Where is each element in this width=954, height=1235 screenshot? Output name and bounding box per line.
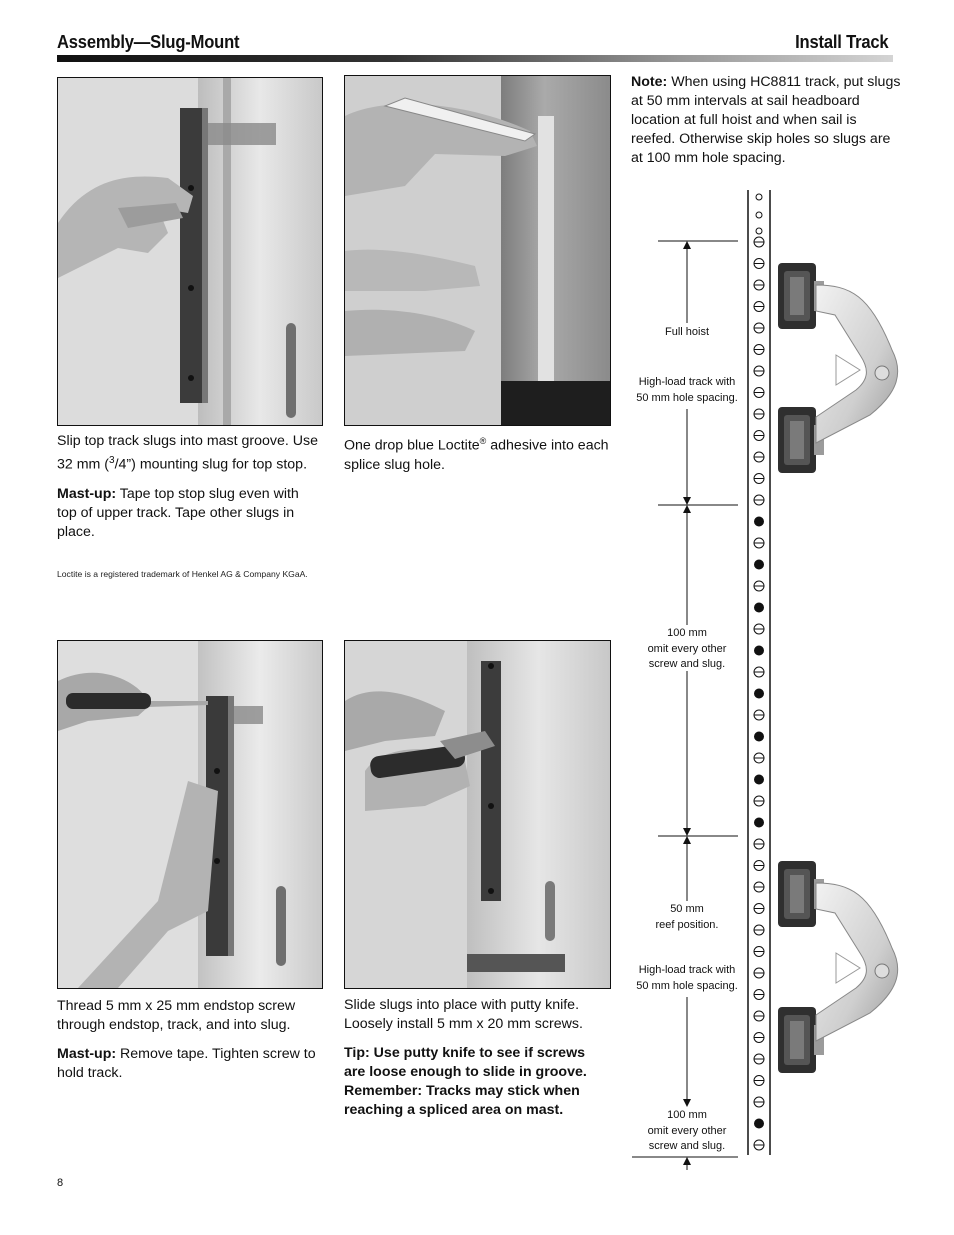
trademark-note: Loctite is a registered trademark of Henkel AG & Company KGaA.	[57, 569, 308, 579]
step3-mastup-label: Mast-up:	[57, 1046, 117, 1062]
mm100a-line2: omit every other	[647, 642, 727, 655]
note-label: Note:	[631, 74, 668, 90]
note-block	[631, 73, 901, 168]
sail-car-lower	[778, 861, 898, 1073]
mm50-line2: reef position.	[655, 918, 719, 931]
caption-step2	[344, 432, 609, 485]
mm50-line1: 50 mm	[670, 903, 704, 915]
photo-slip-slugs	[57, 77, 323, 426]
caption-step1	[57, 432, 321, 552]
photo-loctite	[344, 75, 611, 426]
hl2-line1: High-load track with	[638, 964, 736, 976]
header-rule	[57, 55, 893, 62]
mm100b-line3: screw and slug.	[648, 1140, 726, 1152]
step3-text: Thread 5 mm x 25 mm endstop screw through endstop, track, and into slug.	[57, 998, 296, 1033]
label-full-hoist: Full hoist	[664, 326, 710, 338]
track-slug	[756, 228, 762, 234]
mm100b-line2: omit every other	[647, 1124, 727, 1137]
track-hole-empty	[754, 732, 764, 742]
step1-text: Slip top track slugs into mast groove. Use 32 mm (	[57, 433, 319, 473]
hl2-line2: 50 mm hole spacing.	[636, 979, 738, 992]
track-slug	[756, 194, 762, 200]
step1-frac-rest: /4”) mounting slug for top stop.	[114, 456, 308, 473]
label-100mm-upper	[622, 626, 752, 673]
mm100a-line3: screw and slug.	[648, 658, 726, 670]
step1-frac-num: 3	[109, 455, 115, 466]
track-hole-empty	[754, 560, 764, 570]
label-100mm-lower	[622, 1108, 752, 1155]
section-title: Assembly—Slug-Mount	[57, 32, 240, 52]
track-holes	[754, 194, 764, 1150]
track-hole-empty	[754, 517, 764, 527]
step1-mastup-label: Mast-up:	[57, 485, 117, 502]
label-high-load-lower	[622, 963, 752, 994]
track-hole-empty	[754, 818, 764, 828]
label-high-load-upper	[622, 375, 752, 406]
track-hole-empty	[754, 603, 764, 613]
sail-car-upper	[778, 263, 898, 473]
step2-text-b: adhesive into each splice slug hole.	[344, 437, 609, 473]
track-hole-empty	[754, 1119, 764, 1129]
step2-reg: ®	[479, 436, 487, 446]
note-text: When using HC8811 track, put slugs at 50 mm intervals at sail headboard location at full hoist and when sail is reefed. Otherwise skip holes so slugs are at 100 mm hole spacing.	[631, 74, 901, 166]
step1-mastup-text: Tape top stop slug even with top of upper track. Tape other slugs in place.	[57, 485, 299, 540]
track-hole-empty	[754, 646, 764, 656]
step2-text-a: One drop blue Loctite	[344, 437, 480, 454]
step4-text: Slide slugs into place with putty knife. Loosely install 5 mm x 20 mm screws.	[344, 997, 583, 1032]
photo-thread-endstop	[57, 640, 323, 989]
photo-putty-knife	[344, 640, 611, 989]
caption-step3	[57, 997, 321, 1093]
caption-step4	[344, 996, 609, 1130]
track-slug	[756, 212, 762, 218]
hl1-line2: 50 mm hole spacing.	[636, 391, 738, 404]
step3-mastup-text: Remove tape. Tighten screw to hold track.	[57, 1046, 316, 1081]
page-number: 8	[57, 1177, 64, 1189]
track-hole-empty	[754, 689, 764, 699]
label-50mm-reef	[622, 902, 752, 933]
mm100b-line1: 100 mm	[667, 1109, 707, 1121]
mm100a-line1: 100 mm	[667, 627, 707, 639]
hl1-line1: High-load track with	[638, 376, 736, 388]
page-title: Install Track	[794, 32, 888, 52]
track-hole-empty	[754, 775, 764, 785]
step4-tip: Tip: Use putty knife to see if screws are loose enough to slide in groove. Remember: Tracks may stick when reaching a spliced area on mast.	[344, 1045, 587, 1118]
